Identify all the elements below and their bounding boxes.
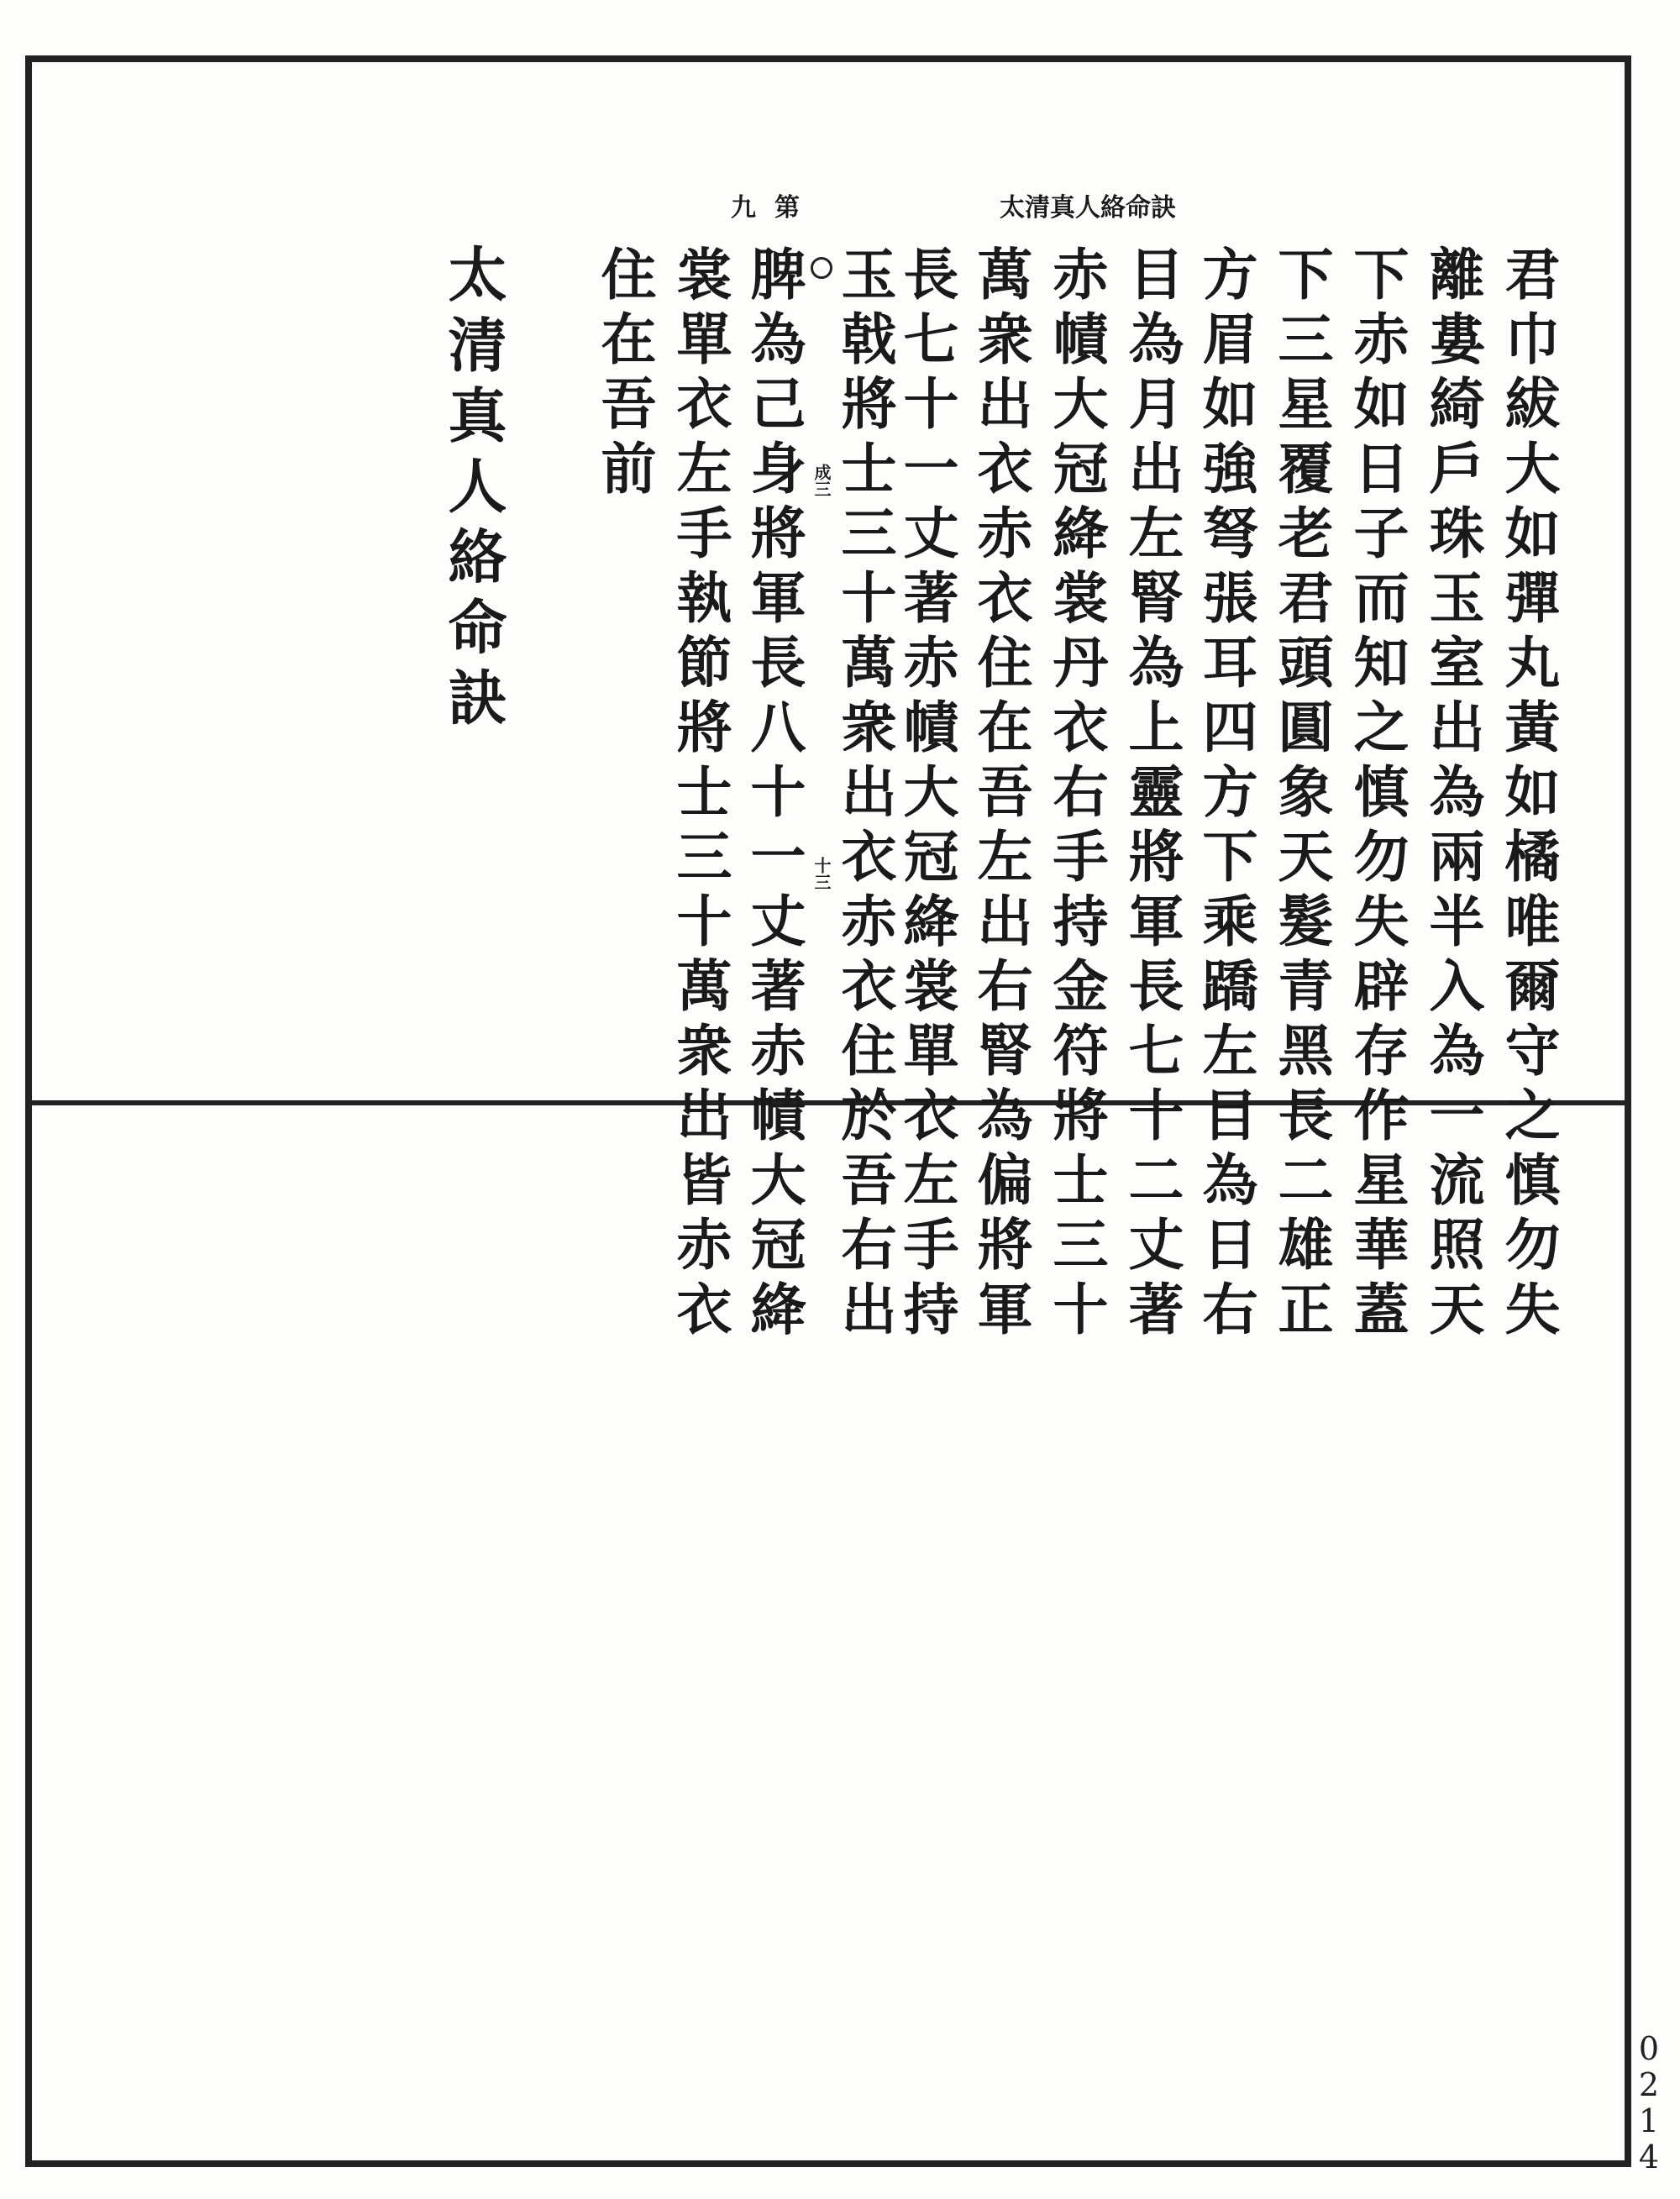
text-column-1: 君巾紱大如彈丸黃如橘唯爾守之慎勿失 (1495, 245, 1561, 1345)
page-number-digit: 2 (1638, 2066, 1660, 2103)
circle-mark-icon (811, 257, 832, 279)
header-volume-block (731, 186, 800, 223)
header-volume: 九 (731, 193, 756, 223)
margin-note-page: 十三 (811, 857, 832, 890)
text-column-8: 萬衆出衣赤衣住在吾左出右腎為偏將軍 (968, 245, 1033, 1345)
page-number-digit: 1 (1638, 2102, 1660, 2139)
text-column-12: 裳單衣左手執節將士三十萬衆出皆赤衣 (667, 245, 732, 1345)
header-volume-label: 第 (774, 193, 800, 223)
header-book-title: 太清真人絡命訣 (1000, 193, 1176, 223)
margin-note-chapter: 成三 (811, 464, 832, 497)
book-title-column: 太清真人絡命訣 (438, 244, 508, 737)
text-column-9: 長七十一丈著赤幘大冠絳裳單衣左手持 (894, 245, 959, 1345)
text-column-7: 赤幘大冠絳裳丹衣右手持金符將士三十 (1043, 245, 1109, 1345)
text-column-4: 下三星覆老君頭圓象天髮青黑長二雄正 (1268, 245, 1334, 1345)
text-column-10: 玉戟將士三十萬衆出衣赤衣住於吾右出 (832, 245, 897, 1345)
page-header (731, 186, 1176, 223)
text-column-5: 方眉如強弩張耳四方下乘蹻左目為日右 (1193, 245, 1258, 1345)
page-number-digit: 4 (1638, 2139, 1660, 2175)
text-column-2: 離婁綺戶珠玉室出為兩半入為一流照天 (1420, 245, 1485, 1345)
text-column-11: 脾為己身將軍長八十一丈著赤幘大冠絳 (741, 245, 806, 1345)
text-column-6: 目為月出左腎為上靈將軍長七十二丈著 (1119, 245, 1184, 1345)
text-column-3: 下赤如日子而知之慎勿失辟存作星華蓋 (1344, 245, 1410, 1345)
page-number-digit: 0 (1638, 2030, 1660, 2067)
text-column-13: 住在吾前 (591, 245, 657, 504)
page-number (1628, 2031, 1670, 2175)
